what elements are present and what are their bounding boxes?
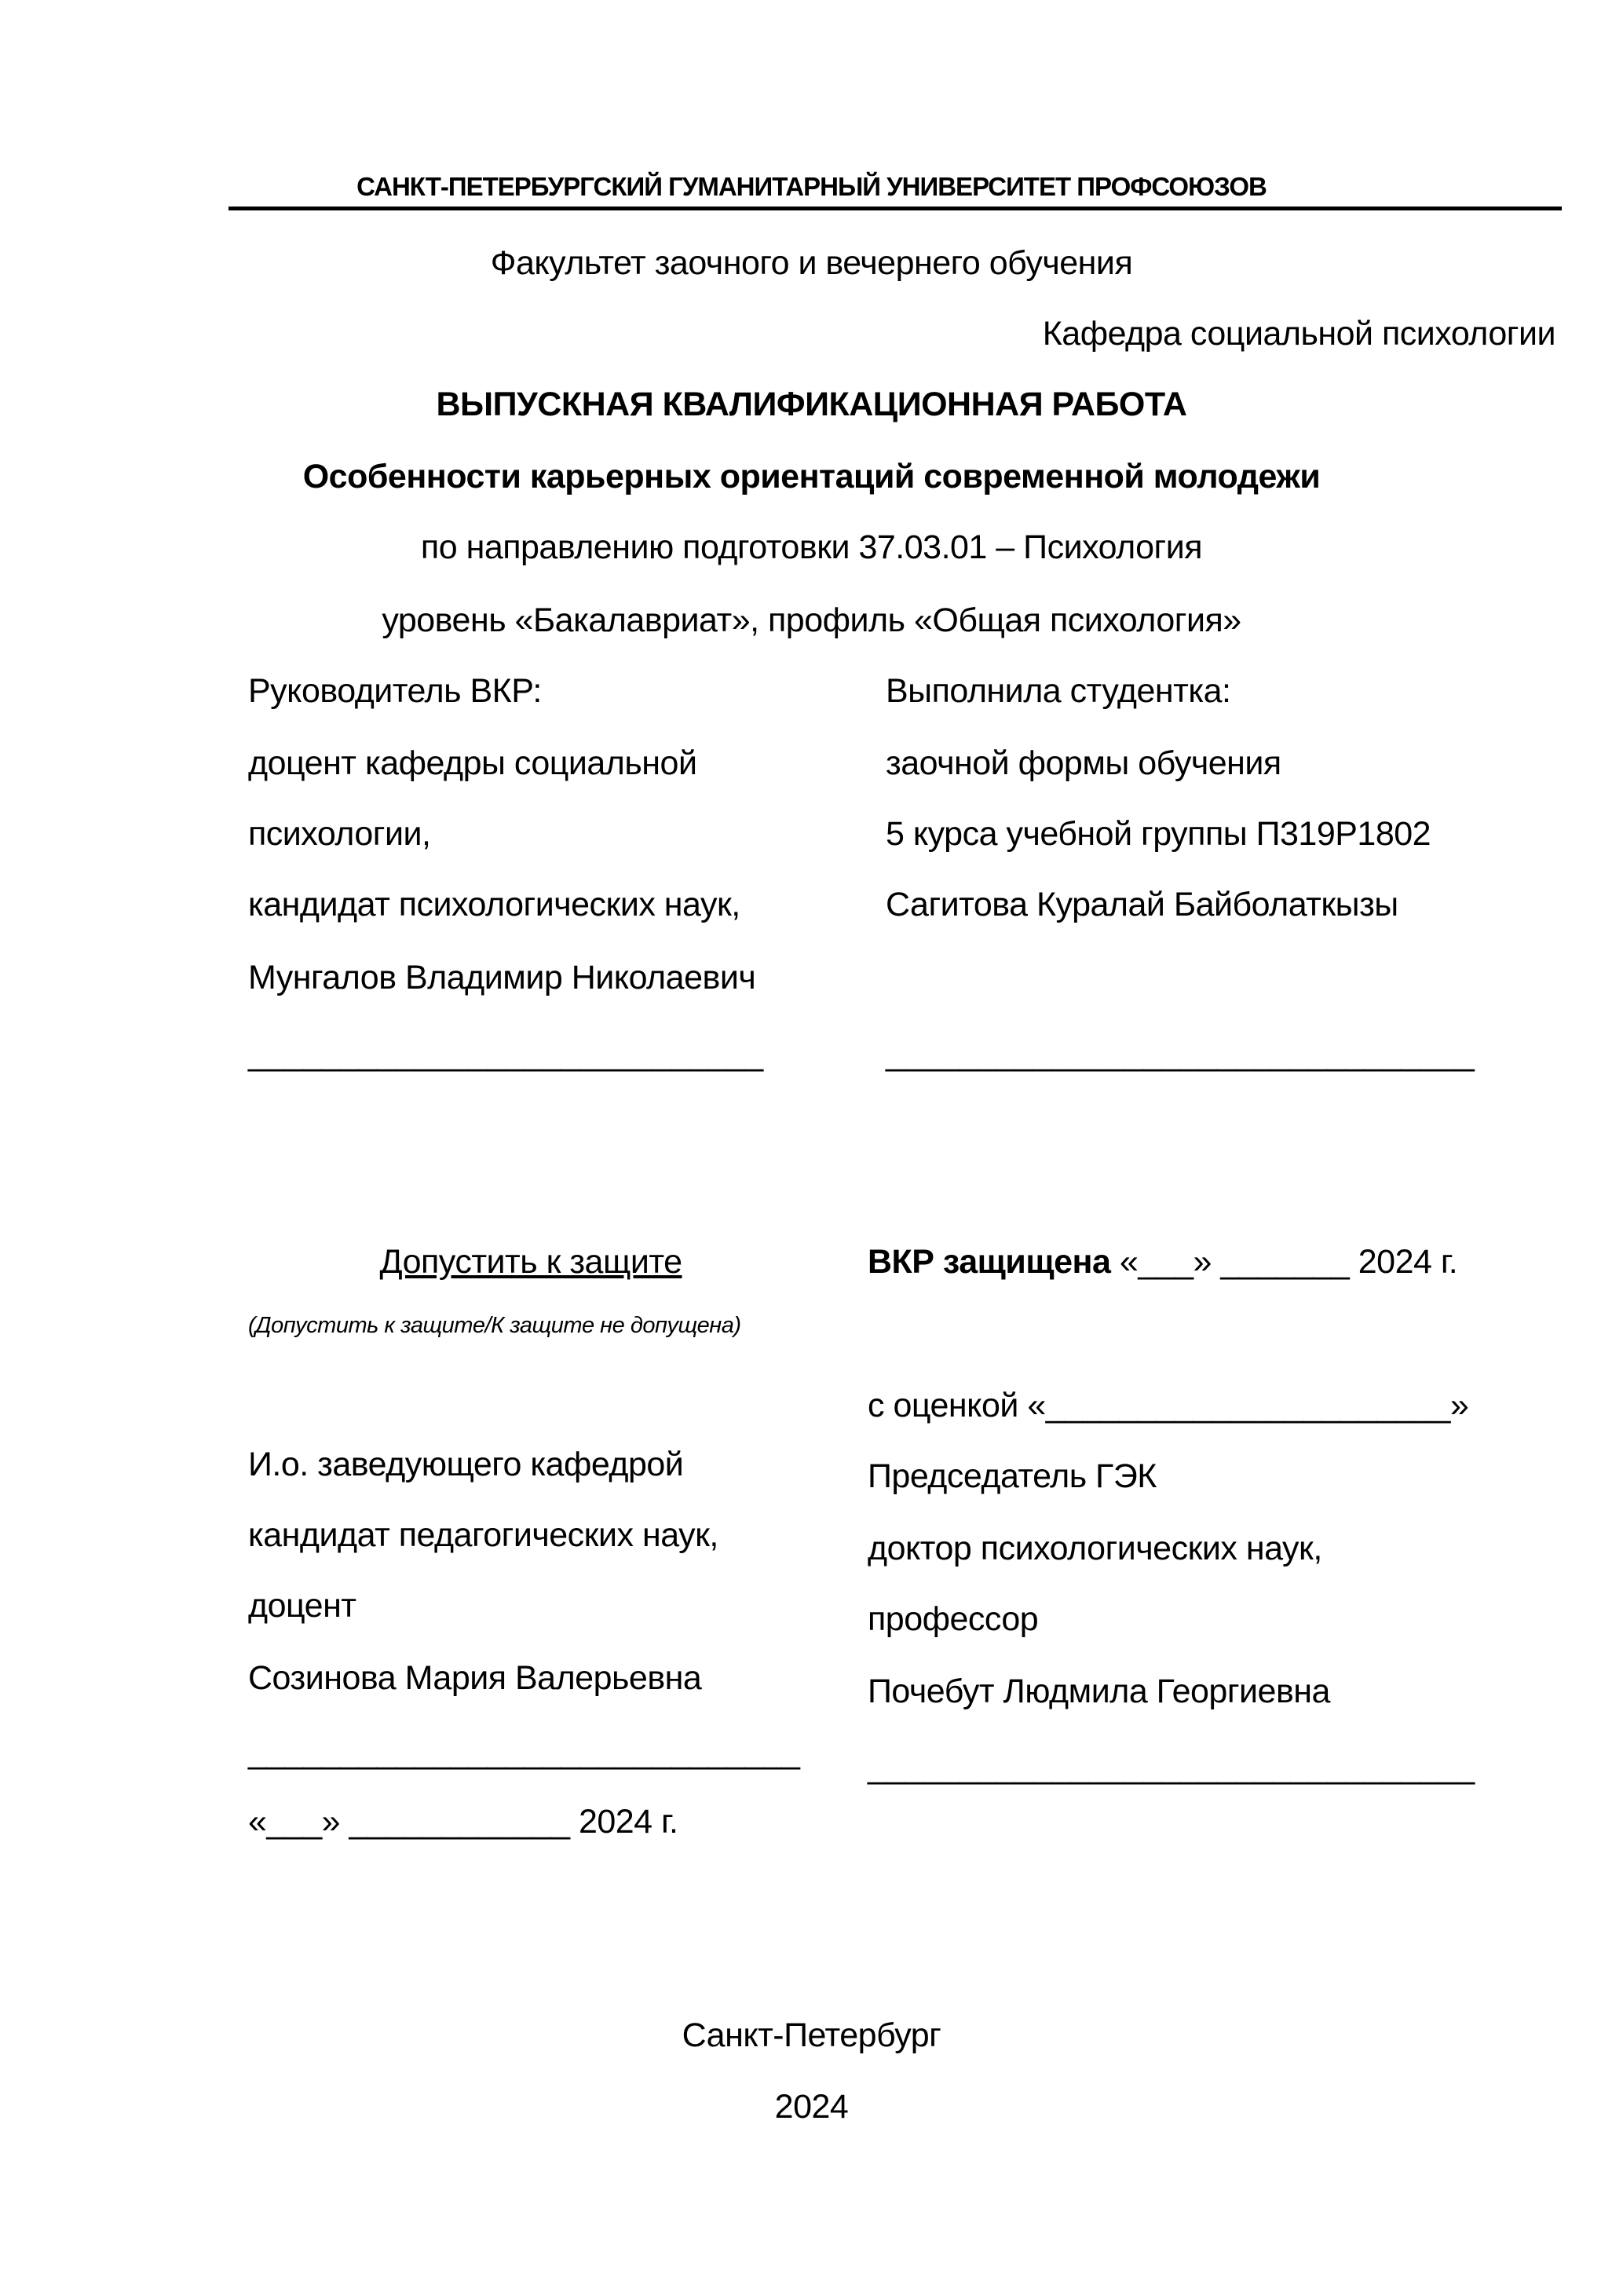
admission-date: «___» ____________ 2024 г. [248, 1803, 678, 1841]
head-degree: кандидат педагогических наук, [248, 1516, 718, 1554]
head-name: Созинова Мария Валерьевна [248, 1659, 702, 1697]
chair-signature-line: _________________________________ [868, 1748, 1475, 1786]
chair-title: Председатель ГЭК [868, 1457, 1157, 1495]
chair-rank: профессор [868, 1600, 1039, 1638]
defense-status [868, 1241, 1457, 1282]
study-direction: по направлению подготовки 37.03.01 – Психология [420, 528, 1203, 566]
defense-grade: с оценкой «______________________» [868, 1387, 1469, 1424]
chair-degree: доктор психологических наук, [868, 1530, 1322, 1567]
admission-decision: Допустить к защите [379, 1243, 682, 1281]
admission-hint: (Допустить к защите/К защите не допущена) [248, 1313, 741, 1338]
department: Кафедра социальной психологии [1042, 315, 1555, 353]
supervisor-position-cont: психологии, [248, 815, 431, 853]
supervisor-degree: кандидат психологических наук, [248, 886, 740, 923]
supervisor-position: доцент кафедры социальной [248, 744, 697, 782]
student-signature-line: ________________________________ [886, 1035, 1475, 1073]
footer-year: 2024 [774, 2088, 849, 2126]
footer-city: Санкт-Петербург [682, 2016, 941, 2054]
student-study-form: заочной формы обучения [886, 744, 1281, 782]
document-type: ВЫПУСКНАЯ КВАЛИФИКАЦИОННАЯ РАБОТА [436, 386, 1187, 423]
head-rank: доцент [248, 1587, 356, 1625]
chair-name: Почебут Людмила Георгиевна [868, 1673, 1330, 1710]
student-group: 5 курса учебной группы П319Р1802 [886, 815, 1431, 853]
faculty: Факультет заочного и вечернего обучения [490, 244, 1133, 282]
university-name: САНКТ-ПЕТЕРБУРГСКИЙ ГУМАНИТАРНЫЙ УНИВЕРСИТЕТ ПРОФСОЮЗОВ [356, 172, 1267, 201]
supervisor-name: Мунгалов Владимир Николаевич [248, 959, 756, 996]
student-label: Выполнила студентка: [886, 672, 1231, 710]
defense-date: «___» _______ 2024 г. [1110, 1243, 1458, 1281]
supervisor-label: Руководитель ВКР: [248, 672, 542, 710]
header-rule [228, 207, 1562, 210]
supervisor-signature-line: ____________________________ [248, 1035, 763, 1073]
thesis-topic: Особенности карьерных ориентаций современной молодежи [302, 458, 1321, 495]
head-signature-line: ______________________________ [248, 1733, 800, 1771]
student-name: Сагитова Куралай Байболаткызы [886, 886, 1398, 923]
head-title: И.о. заведующего кафедрой [248, 1446, 684, 1483]
defense-label: ВКР защищена [868, 1243, 1111, 1281]
study-level: уровень «Бакалавриат», профиль «Общая психология» [382, 601, 1241, 639]
